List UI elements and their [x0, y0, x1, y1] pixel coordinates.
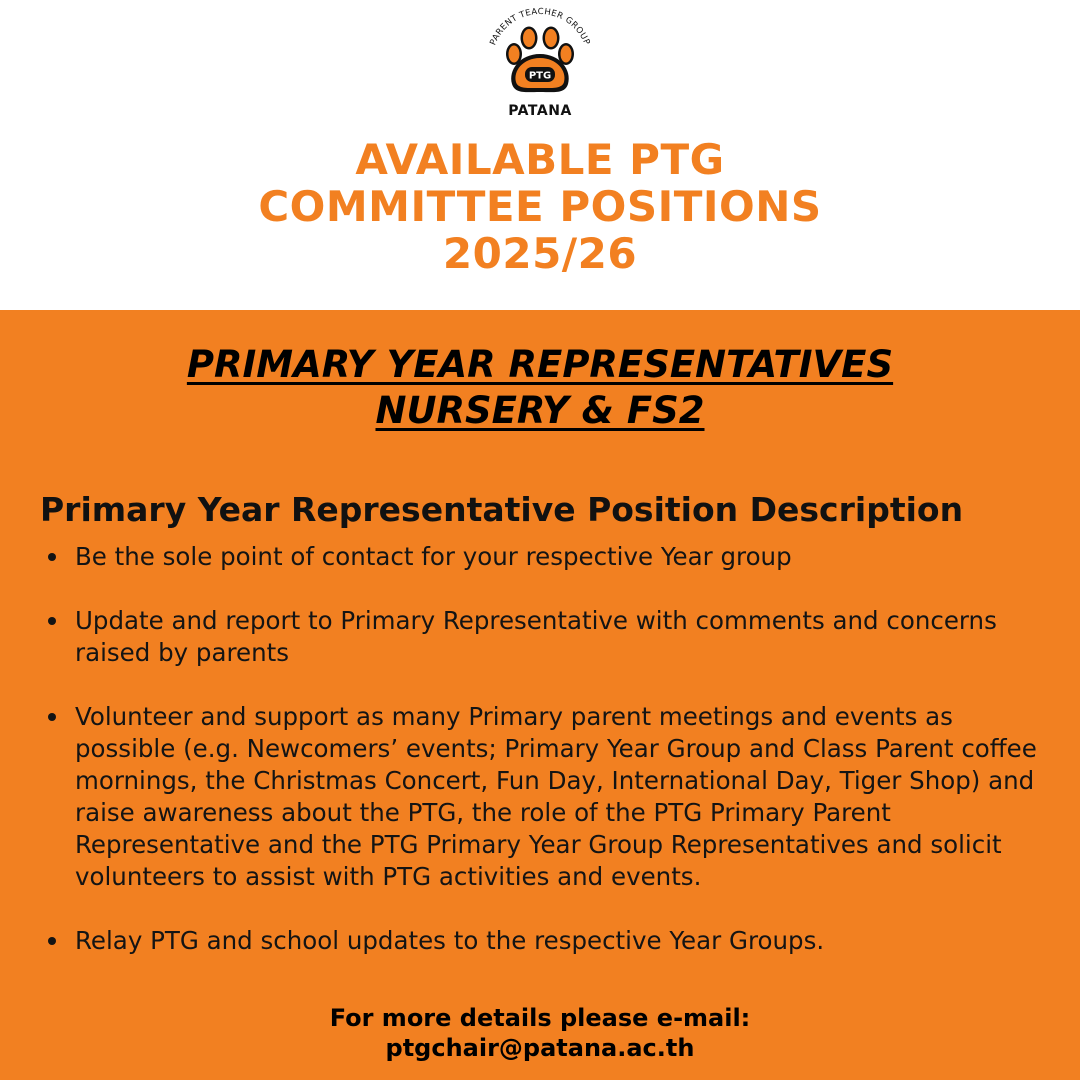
- list-item: [46, 925, 1056, 957]
- contact-label: For more details please e-mail:: [329, 1004, 751, 1032]
- subtitle-line: PRIMARY YEAR REPRESENTATIVES: [186, 343, 894, 386]
- ptg-logo: [480, 2, 600, 122]
- bullet-icon: [48, 713, 56, 721]
- logo-badge-text: PTG: [528, 70, 552, 82]
- bullet-icon: [48, 937, 56, 945]
- list-item-text: Relay PTG and school updates to the respective Year Groups.: [75, 926, 825, 955]
- page-title: [0, 136, 1080, 277]
- paw-print-icon: [480, 2, 600, 122]
- list-item: [46, 541, 1056, 573]
- list-item-text: Update and report to Primary Representative with comments and concerns raised by parents: [75, 606, 997, 667]
- subtitle-line: NURSERY & FS2: [375, 389, 705, 432]
- list-item: [46, 605, 1056, 669]
- header-section: [0, 0, 1080, 310]
- title-line: 2025/26: [442, 229, 638, 278]
- position-description-heading: Primary Year Representative Position Description: [40, 490, 964, 529]
- list-item-text: Be the sole point of contact for your respective Year group: [75, 542, 792, 571]
- section-subtitle: [0, 342, 1080, 434]
- logo-name: PATANA: [508, 103, 572, 119]
- list-item: [46, 701, 1056, 893]
- title-line: AVAILABLE PTG: [355, 135, 725, 184]
- contact-footer: [0, 1003, 1080, 1063]
- contact-email[interactable]: ptgchair@patana.ac.th: [385, 1034, 695, 1062]
- bullet-icon: [48, 553, 56, 561]
- title-line: COMMITTEE POSITIONS: [258, 182, 822, 231]
- list-item-text: Volunteer and support as many Primary parent meetings and events as possible (e.g. Newcomers’ events; Primary Year Group and Class Parent coffee mornings, the Christmas Concert, Fun Day, International Day, Tiger Shop) and raise awareness about the PTG, the role of the PTG Primary Parent Representative and the PTG Primary Year Group Representatives and solicit volunteers to assist with PTG activities and events.: [75, 702, 1037, 891]
- logo-arc-text: PARENT TEACHER GROUP: [488, 6, 592, 47]
- bullet-icon: [48, 617, 56, 625]
- duties-list: [46, 541, 1056, 957]
